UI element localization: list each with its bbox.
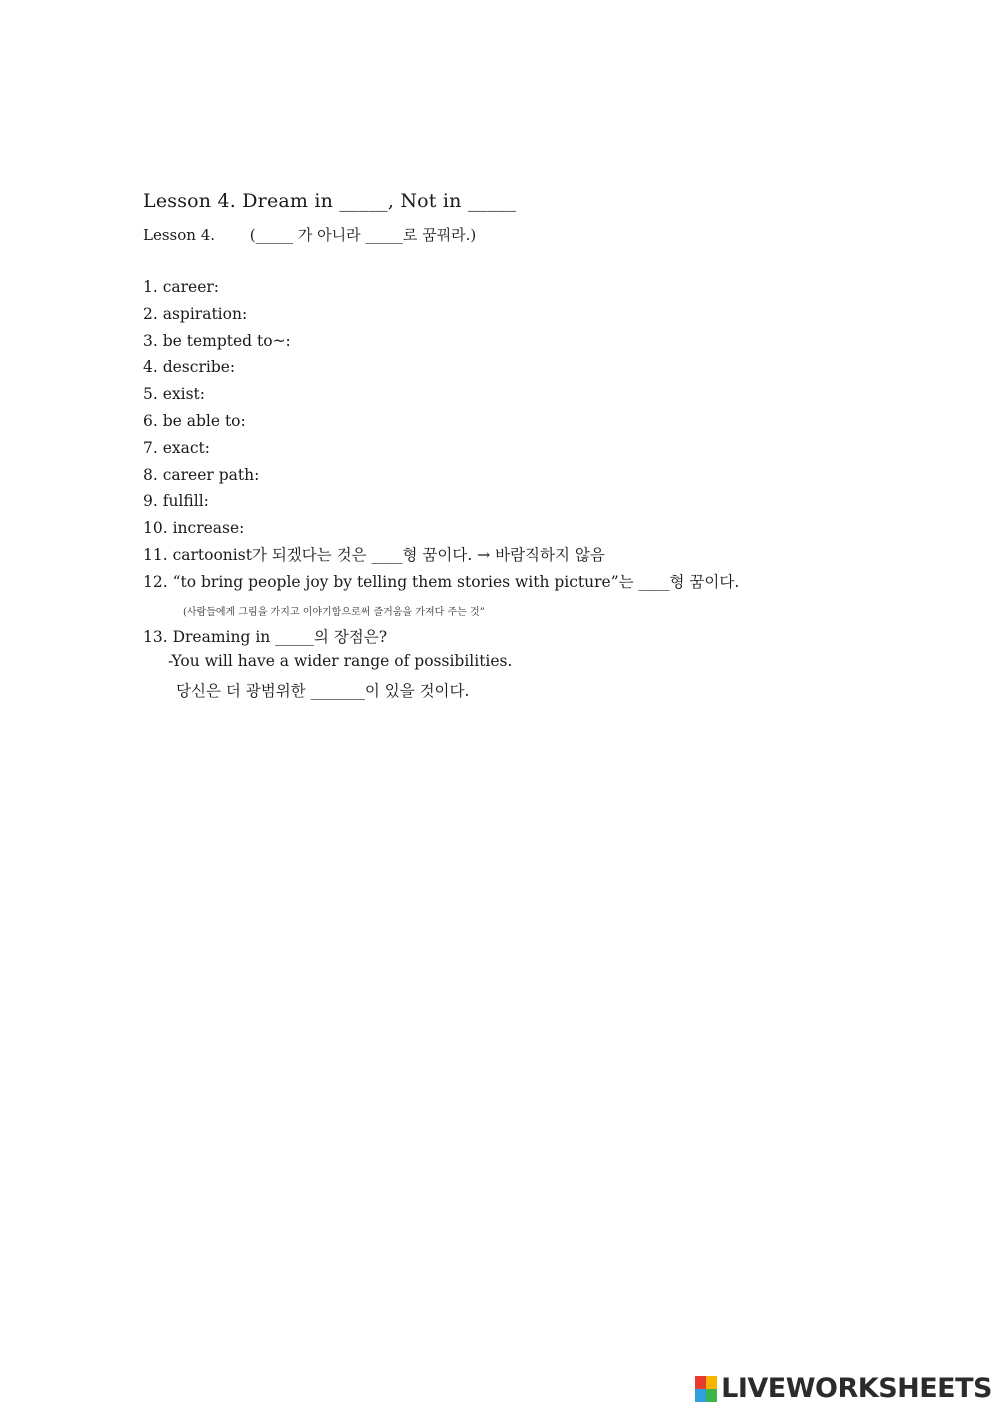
worksheet-subtitle	[143, 224, 476, 245]
liveworksheets-logo-icon	[695, 1376, 717, 1402]
worksheet-title: Lesson 4. Dream in _____, Not in _____	[143, 190, 517, 212]
item12-note: (사람들에게 그림을 가지고 이야기함으로써 즐거움을 가져다 주는 것”	[183, 607, 485, 618]
list-item: 1. career:	[143, 278, 220, 296]
logo-square-red	[695, 1376, 706, 1389]
vocabulary-list	[143, 277, 739, 599]
logo-square-yellow	[706, 1376, 717, 1389]
subtitle-lesson: Lesson 4.	[143, 226, 216, 244]
subtitle-korean: (_____ 가 아니라 _____로 꿈꿔라.)	[249, 226, 477, 244]
list-item: 6. be able to:	[143, 411, 246, 430]
list-item: 12. “to bring people joy by telling them stories with picture”는 ____형 꿈이다.	[143, 572, 740, 591]
list-item: 11. cartoonist가 되겠다는 것은 ____형 꿈이다. → 바람직하지 않음	[143, 545, 605, 564]
logo-text: LIVEWORKSHEETS	[721, 1373, 992, 1404]
list-item: 2. aspiration:	[143, 304, 248, 323]
logo-square-blue	[695, 1389, 706, 1402]
liveworksheets-logo	[695, 1373, 992, 1404]
list-item: 9. fulfill:	[143, 492, 209, 511]
list-item: 7. exact:	[143, 438, 211, 457]
list-item: 3. be tempted to~:	[143, 331, 291, 350]
logo-square-green	[706, 1389, 717, 1402]
question-13: 13. Dreaming in _____의 장점은?	[143, 628, 388, 646]
question-13-answer-korean: 당신은 더 광범위한 _______이 있을 것이다.	[176, 682, 470, 700]
list-item: 8. career path:	[143, 465, 260, 484]
list-item: 5. exist:	[143, 385, 205, 404]
list-item: 10. increase:	[143, 519, 245, 538]
question-13-answer-english: -You will have a wider range of possibilities.	[168, 652, 513, 670]
list-item: 4. describe:	[143, 358, 236, 377]
